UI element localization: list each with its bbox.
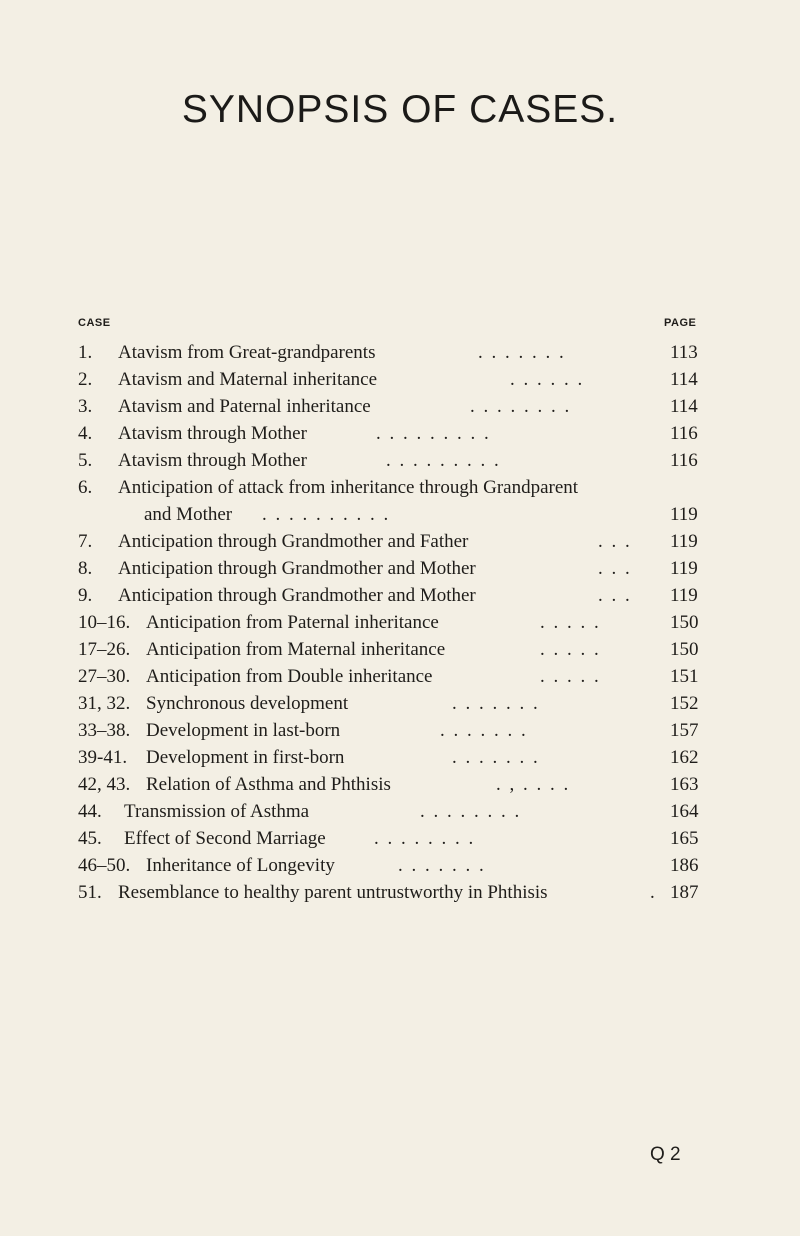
case-number: 33–38.	[78, 720, 131, 741]
case-number: 4.	[78, 423, 93, 444]
leader-dots: . . . . . . . . .	[386, 450, 501, 471]
entry-title: Transmission of Asthma	[124, 801, 310, 822]
toc-entry	[0, 556, 800, 582]
case-number: 17–26.	[78, 639, 131, 660]
page-number: 162	[670, 747, 699, 768]
toc-entry	[0, 637, 800, 663]
page-number: 164	[670, 801, 699, 822]
entry-title: Anticipation from Paternal inheritance	[146, 612, 439, 633]
case-number: 46–50.	[78, 855, 131, 876]
page-number: 165	[670, 828, 699, 849]
leader-dots: . . . . . . . .	[374, 828, 476, 849]
leader-dots: . . . . . . . .	[420, 801, 522, 822]
page-number: 119	[670, 504, 698, 525]
toc-entry	[0, 529, 800, 555]
case-number: 44.	[78, 801, 102, 822]
page-number: 186	[670, 855, 699, 876]
toc-entry	[0, 340, 800, 366]
page-number: 187	[670, 882, 699, 903]
page-number: 114	[670, 369, 698, 390]
entry-title: Resemblance to healthy parent untrustworthy in Phthisis	[118, 882, 548, 903]
leader-dots: . . . . .	[540, 612, 601, 633]
entry-title-continuation: and Mother	[144, 504, 233, 525]
case-number: 5.	[78, 450, 93, 471]
entry-title: Anticipation of attack from inheritance through Grandparent	[118, 477, 579, 498]
entry-title: Anticipation through Grandmother and Mother	[118, 558, 476, 579]
entry-title: Synchronous development	[146, 693, 349, 714]
case-number: 39-41.	[78, 747, 128, 768]
entry-title: Anticipation through Grandmother and Father	[118, 531, 469, 552]
leader-dots: . . . . . . . . .	[376, 423, 491, 444]
page-number: 151	[670, 666, 699, 687]
leader-dots: .	[650, 882, 657, 903]
case-number: 2.	[78, 369, 93, 390]
toc-entry	[0, 367, 800, 393]
entry-title: Atavism from Great-grandparents	[118, 342, 376, 363]
page-number: 150	[670, 639, 699, 660]
toc-entry	[0, 853, 800, 879]
entry-title: Atavism and Paternal inheritance	[118, 396, 371, 417]
entry-title: Anticipation through Grandmother and Mother	[118, 585, 476, 606]
entry-title: Anticipation from Double inheritance	[146, 666, 433, 687]
case-number: 51.	[78, 882, 102, 903]
signature-mark: Q 2	[650, 1144, 681, 1165]
leader-dots: . . . . . . .	[440, 720, 528, 741]
case-number: 31, 32.	[78, 693, 131, 714]
case-number: 27–30.	[78, 666, 131, 687]
leader-dots: . . . . . . . .	[470, 396, 572, 417]
toc-entry	[0, 583, 800, 609]
case-column-header: CASE	[78, 317, 111, 329]
page-number: 152	[670, 693, 699, 714]
case-number: 42, 43.	[78, 774, 131, 795]
toc-entry	[0, 691, 800, 717]
entry-title: Development in last-born	[146, 720, 341, 741]
toc-entry	[0, 475, 800, 501]
page-column-header: PAGE	[664, 317, 697, 329]
leader-dots: . . .	[598, 558, 632, 579]
case-number: 6.	[78, 477, 93, 498]
case-number: 7.	[78, 531, 93, 552]
leader-dots: . . . . .	[540, 666, 601, 687]
entry-title: Relation of Asthma and Phthisis	[146, 774, 391, 795]
leader-dots: . . . . . . .	[398, 855, 486, 876]
case-number: 3.	[78, 396, 93, 417]
page-title: SYNOPSIS OF CASES.	[181, 88, 619, 131]
leader-dots: . . . . . . .	[478, 342, 566, 363]
entry-title: Inheritance of Longevity	[146, 855, 335, 876]
entry-title: Effect of Second Marriage	[124, 828, 326, 849]
entry-title: Atavism through Mother	[118, 450, 307, 471]
toc-entry	[0, 880, 800, 906]
page-number: 163	[670, 774, 699, 795]
page-number: 157	[670, 720, 699, 741]
page-number: 119	[670, 558, 698, 579]
case-number: 1.	[78, 342, 93, 363]
leader-dots: . . .	[598, 585, 632, 606]
page-number: 113	[670, 342, 698, 363]
case-number: 10–16.	[78, 612, 131, 633]
leader-dots: . . .	[598, 531, 632, 552]
toc-entry	[0, 826, 800, 852]
leader-dots: . . . . . . .	[452, 747, 540, 768]
toc-entry	[0, 745, 800, 771]
entry-title: Anticipation from Maternal inheritance	[146, 639, 446, 660]
page-number: 119	[670, 585, 698, 606]
toc-entry	[0, 421, 800, 447]
page-number: 116	[670, 450, 698, 471]
entry-title: Atavism and Maternal inheritance	[118, 369, 378, 390]
toc-entry	[0, 718, 800, 744]
entry-title: Development in first-born	[146, 747, 345, 768]
toc-entry	[0, 448, 800, 474]
page-number: 114	[670, 396, 698, 417]
page-number: 150	[670, 612, 699, 633]
toc-entry	[0, 772, 800, 798]
toc-entry	[0, 610, 800, 636]
leader-dots: . . . . . .	[510, 369, 585, 390]
page-number: 116	[670, 423, 698, 444]
case-number: 45.	[78, 828, 102, 849]
entry-title: Atavism through Mother	[118, 423, 307, 444]
leader-dots: . . . . . . .	[452, 693, 540, 714]
page-number: 119	[670, 531, 698, 552]
leader-dots: . . . . .	[540, 639, 601, 660]
leader-dots: . , . . . .	[496, 774, 571, 795]
case-number: 9.	[78, 585, 93, 606]
toc-entry-continuation	[0, 502, 800, 528]
toc-entry	[0, 799, 800, 825]
toc-entry	[0, 664, 800, 690]
toc-entry	[0, 394, 800, 420]
leader-dots: . . . . . . . . . .	[262, 504, 391, 525]
case-number: 8.	[78, 558, 93, 579]
